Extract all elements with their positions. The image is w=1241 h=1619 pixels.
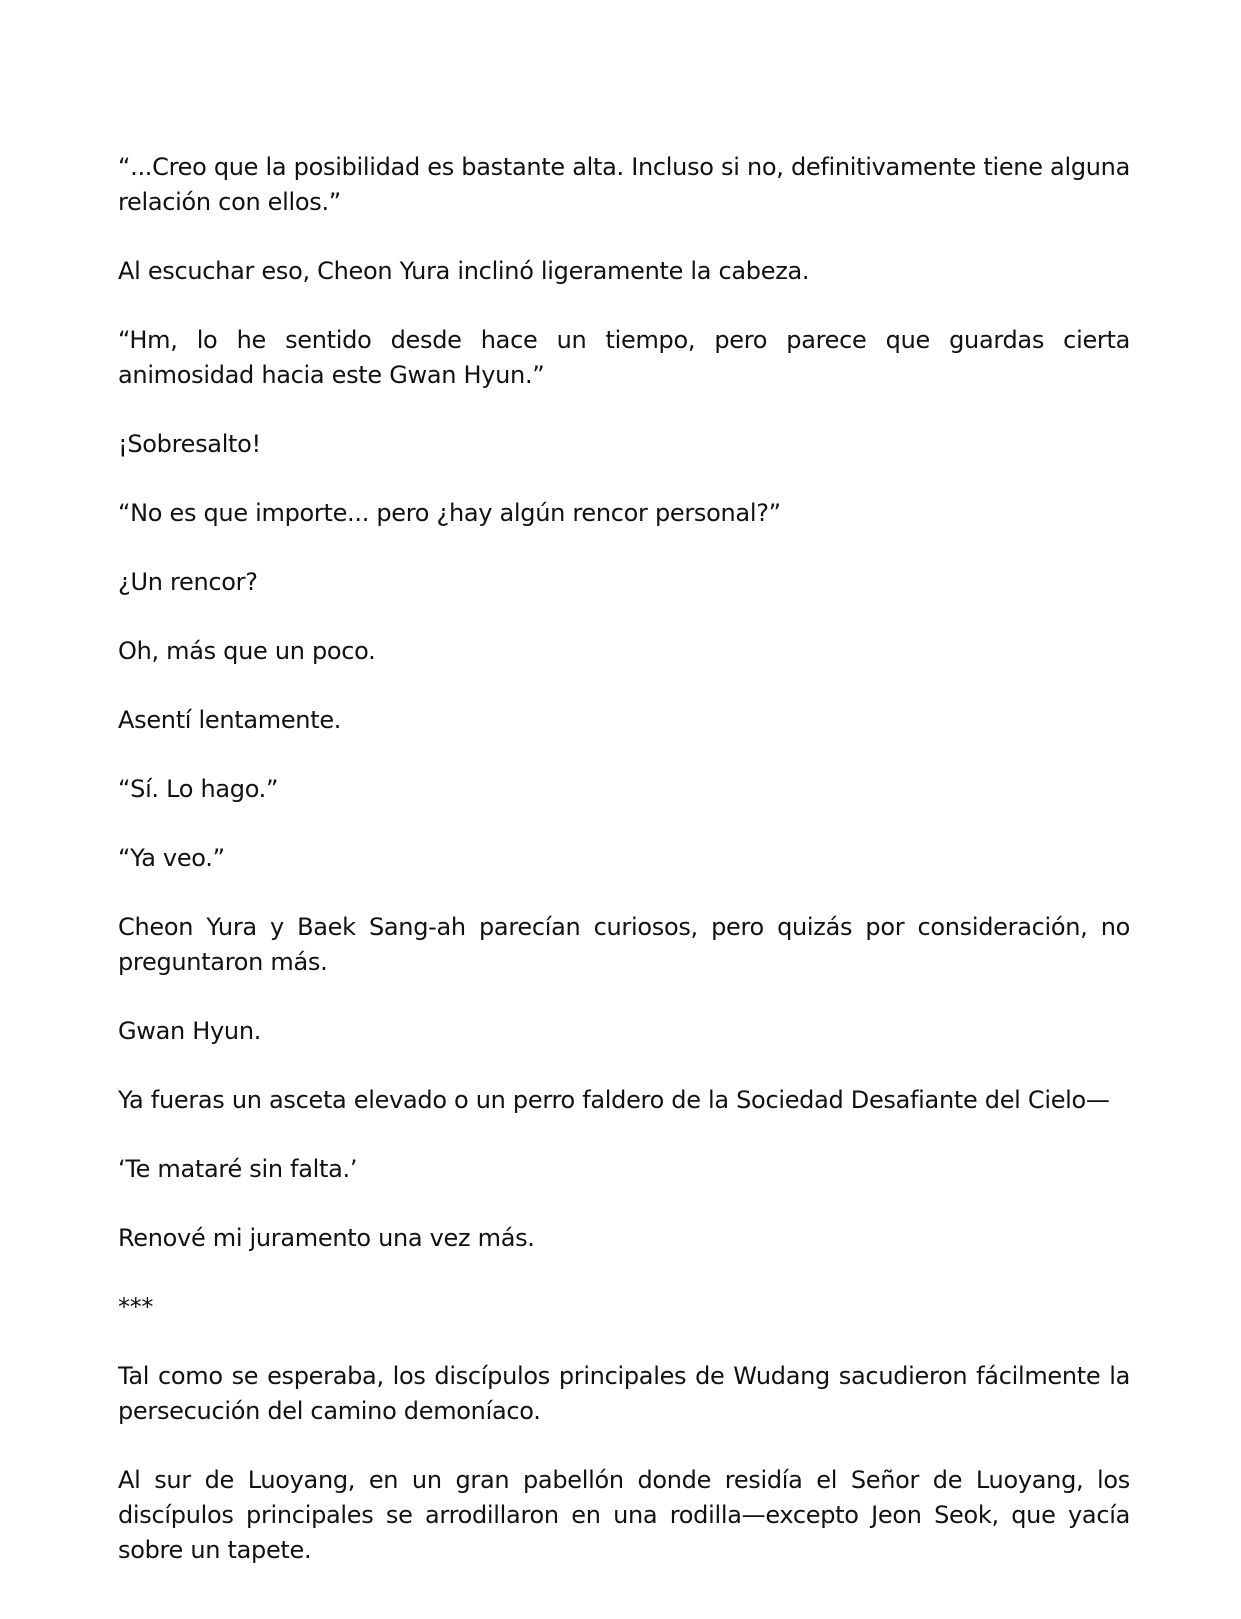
paragraph: Cheon Yura y Baek Sang-ah parecían curiosos, pero quizás por consideración, no preguntaron más. (118, 913, 1130, 976)
paragraph: “Hm, lo he sentido desde hace un tiempo, pero parece que guardas cierta animosidad hacia este Gwan Hyun.” (118, 326, 1130, 389)
scene-break: *** (118, 1293, 154, 1321)
paragraph: “Ya veo.” (118, 844, 225, 872)
paragraph: Ya fueras un asceta elevado o un perro faldero de la Sociedad Desafiante del Cielo— (118, 1086, 1110, 1114)
paragraph: Al escuchar eso, Cheon Yura inclinó ligeramente la cabeza. (118, 257, 810, 285)
paragraph: Gwan Hyun. (118, 1017, 262, 1045)
paragraph: Al sur de Luoyang, en un gran pabellón donde residía el Señor de Luoyang, los discípulos principales se arrodillaron en una rodilla—excepto Jeon Seok, que yacía sobre un tapete. (118, 1466, 1130, 1564)
paragraph: ‘Te mataré sin falta.’ (118, 1155, 358, 1183)
document-body (118, 150, 1130, 1602)
paragraph: ¡Sobresalto! (118, 430, 261, 458)
paragraph: “Sí. Lo hago.” (118, 775, 279, 803)
paragraph: Asentí lentamente. (118, 706, 342, 734)
paragraph: “...Creo que la posibilidad es bastante alta. Incluso si no, definitivamente tiene alguna relación con ellos.” (118, 153, 1130, 216)
paragraph: Oh, más que un poco. (118, 637, 376, 665)
paragraph: “No es que importe... pero ¿hay algún rencor personal?” (118, 499, 781, 527)
paragraph: Tal como se esperaba, los discípulos principales de Wudang sacudieron fácilmente la persecución del camino demoníaco. (118, 1362, 1130, 1425)
paragraph: ¿Un rencor? (118, 568, 258, 596)
paragraph: Renové mi juramento una vez más. (118, 1224, 535, 1252)
